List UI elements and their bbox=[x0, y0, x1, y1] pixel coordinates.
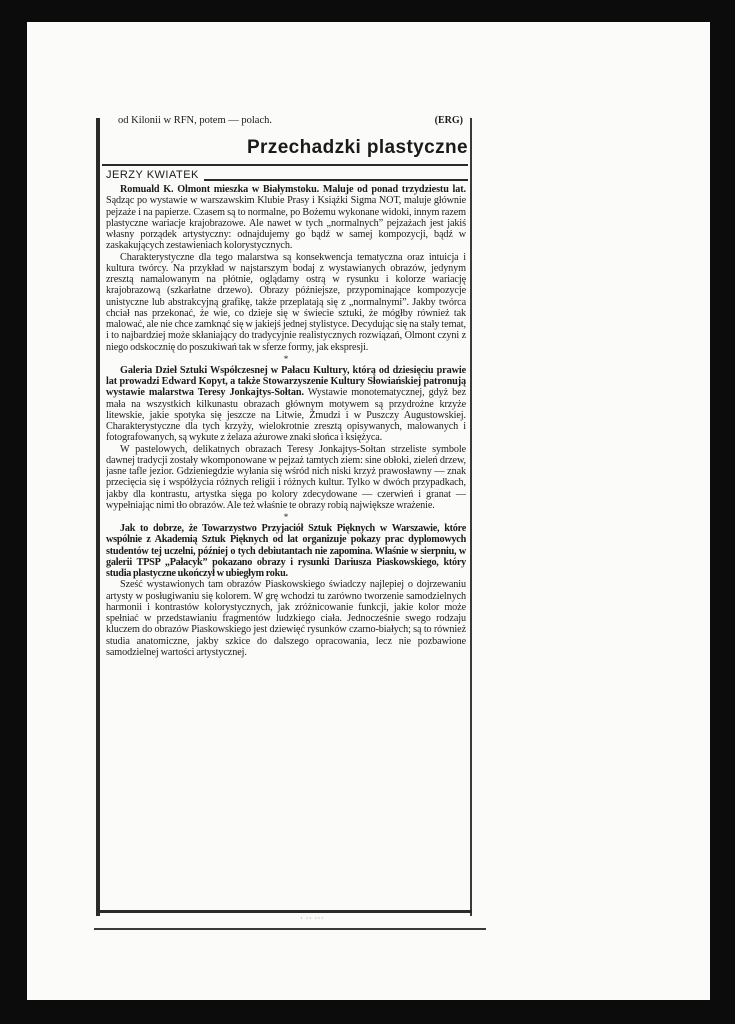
title-divider bbox=[102, 164, 468, 166]
clipping-right-border bbox=[470, 118, 472, 916]
paragraph-text: Sądząc po wystawie w warszawskim Klubie Prasy i Książki Sigma NOT, maluje głównie pejzaże i na papierze. Czasem są to normalne, po Bożemu wykonane widoki, innym razem plastyczne wariacje krajobrazowe. Ale nawet w tych „normalnych” pejzażach jest jakiś własny porządek artystyczny: odnajdujemy go bądź w samej kompozycji, bądź w zaskakujących zestawieniach kolorystycznych. bbox=[106, 195, 466, 252]
author-divider bbox=[204, 179, 468, 181]
previous-article-signature: (ERG) bbox=[434, 115, 463, 126]
clipping-left-border bbox=[96, 118, 100, 916]
article-title: Przechadzki plastyczne bbox=[246, 137, 468, 158]
section-separator: * bbox=[283, 353, 289, 364]
section-separator: * bbox=[283, 512, 289, 522]
article-paragraph: W pastelowych, delikatnych obrazach Teresy Jonkajtys-Sołtan strzeliste symbole dawnej tradycji zostały wkomponowane w pejzaż tamtych ziem: sine obłoki, zieleń drzew, jasne tafle jezior. Gdzieniegdzie wyłania się wśród nich niski krzyż prawosławny — znak przecięcia się i współżycia różnych religii i różnych kultur. Tylko w dwóch przypadkach, jakby dla kontrastu, artystka sięga po kolory zdecydowane — czerwień i granat — wypełniając nimi tło obrazów. Ale też właśnie te obrazy robią największe wrażenie. bbox=[106, 443, 466, 511]
article-author: JERZY KWIATEK bbox=[106, 169, 199, 181]
previous-article-tail bbox=[118, 112, 463, 130]
clipping-bottom-border bbox=[96, 910, 472, 913]
article-paragraph bbox=[106, 365, 466, 444]
faint-bottom-mark: · ·· ··· bbox=[300, 914, 324, 923]
article-paragraph: Charakterystyczne dla tego malarstwa są konsekwencja tematyczna oraz intuicja i kultura twórcy. Na przykład w najstarszym bodaj z wystawianych obrazów, jedynym zresztą namalowanym na płótnie, oglądamy ostrą w rysunku i kolorze wariację krajobrazową (szkarłatne drzewo). Obrazy późniejsze, przypominające kompozycje unistyczne lub abstrakcyjną grafikę, także przeplatają się z „normalnymi”. Jakby twórca chciał nas przekonać, że wie, co dzieje się w świecie sztuki, że mógłby również tak malować, ale nie chce zamknąć się w jakiejś jednej stylistyce. Decydując się na stały temat, i to najbardziej może skłaniający do tradycyjnie realistycznych rozwiązań, Olmont czyni z niego odskocznię do poszukiwań tak w sferze formy, jak ekspresji. bbox=[106, 251, 466, 353]
paragraph-text: Wystawie monotematycznej, gdyż bez mała na wszystkich kilkunastu obrazach głównym motywem są przydrożne krzyże litewskie, jakie spotyka się jeszcze na Litwie, Żmudzi i w Puszczy Augustowskiej. Charakterystyczne dla tych krzyży, wielokrotnie zresztą opisywanych, malowanych i fotografowanych, są wykute z żelaza ażurowe znaki słońca i księżyca. bbox=[106, 387, 466, 444]
article-paragraph bbox=[106, 184, 466, 252]
previous-article-text: od Kilonii w RFN, potem — polach. bbox=[118, 115, 272, 126]
paragraph-lead: Romuald K. Olmont mieszka w Białymstoku. Maluje od ponad trzydziestu lat. bbox=[120, 184, 466, 195]
newspaper-clipping bbox=[96, 112, 472, 912]
article-body bbox=[106, 184, 466, 906]
bottom-edge-line bbox=[94, 928, 486, 930]
article-paragraph: Sześć wystawionych tam obrazów Piaskowskiego świadczy najlepiej o dojrzewaniu artysty w posługiwaniu się kolorem. W grę wchodzi tu zarówno tworzenie samodzielnych harmonii i kontrastów kolorystycznych, jak zróżnicowanie funkcji, jakie kolor może spełniać w przedstawianiu fragmentów ludzkiego ciała. Jednocześnie swego rodzaju kluczem do obrazów Piaskowskiego jest dziewięć rysunków czarno-białych; są to również studia anatomiczne, jakby szkice do dalszego opracowania, lecz nie pozbawione samodzielnej wartości artystycznej. bbox=[106, 579, 466, 658]
paragraph-lead: Galeria Dzieł Sztuki Współczesnej w Pałacu Kultury, którą od dziesięciu prawie lat prowadzi Edward Kopyt, a także Stowarzyszenie Kultury Słowiańskiej patronują wystawie malarstwa Teresy Jonkajtys-Sołtan. bbox=[106, 364, 466, 399]
article-paragraph: Jak to dobrze, że Towarzystwo Przyjaciół Sztuk Pięknych w Warszawie, które wspólnie z Akademią Sztuk Pięknych od lat organizuje pokazy prac dyplomowych studentów tej uczelni, później o tych debiutantach nie zapomina. Właśnie w sierpniu, w galerii TPSP „Pałacyk” pokazano obrazy i rysunki Dariusza Piaskowskiego, który studia plastyczne ukończył w ubiegłym roku. bbox=[106, 523, 466, 579]
